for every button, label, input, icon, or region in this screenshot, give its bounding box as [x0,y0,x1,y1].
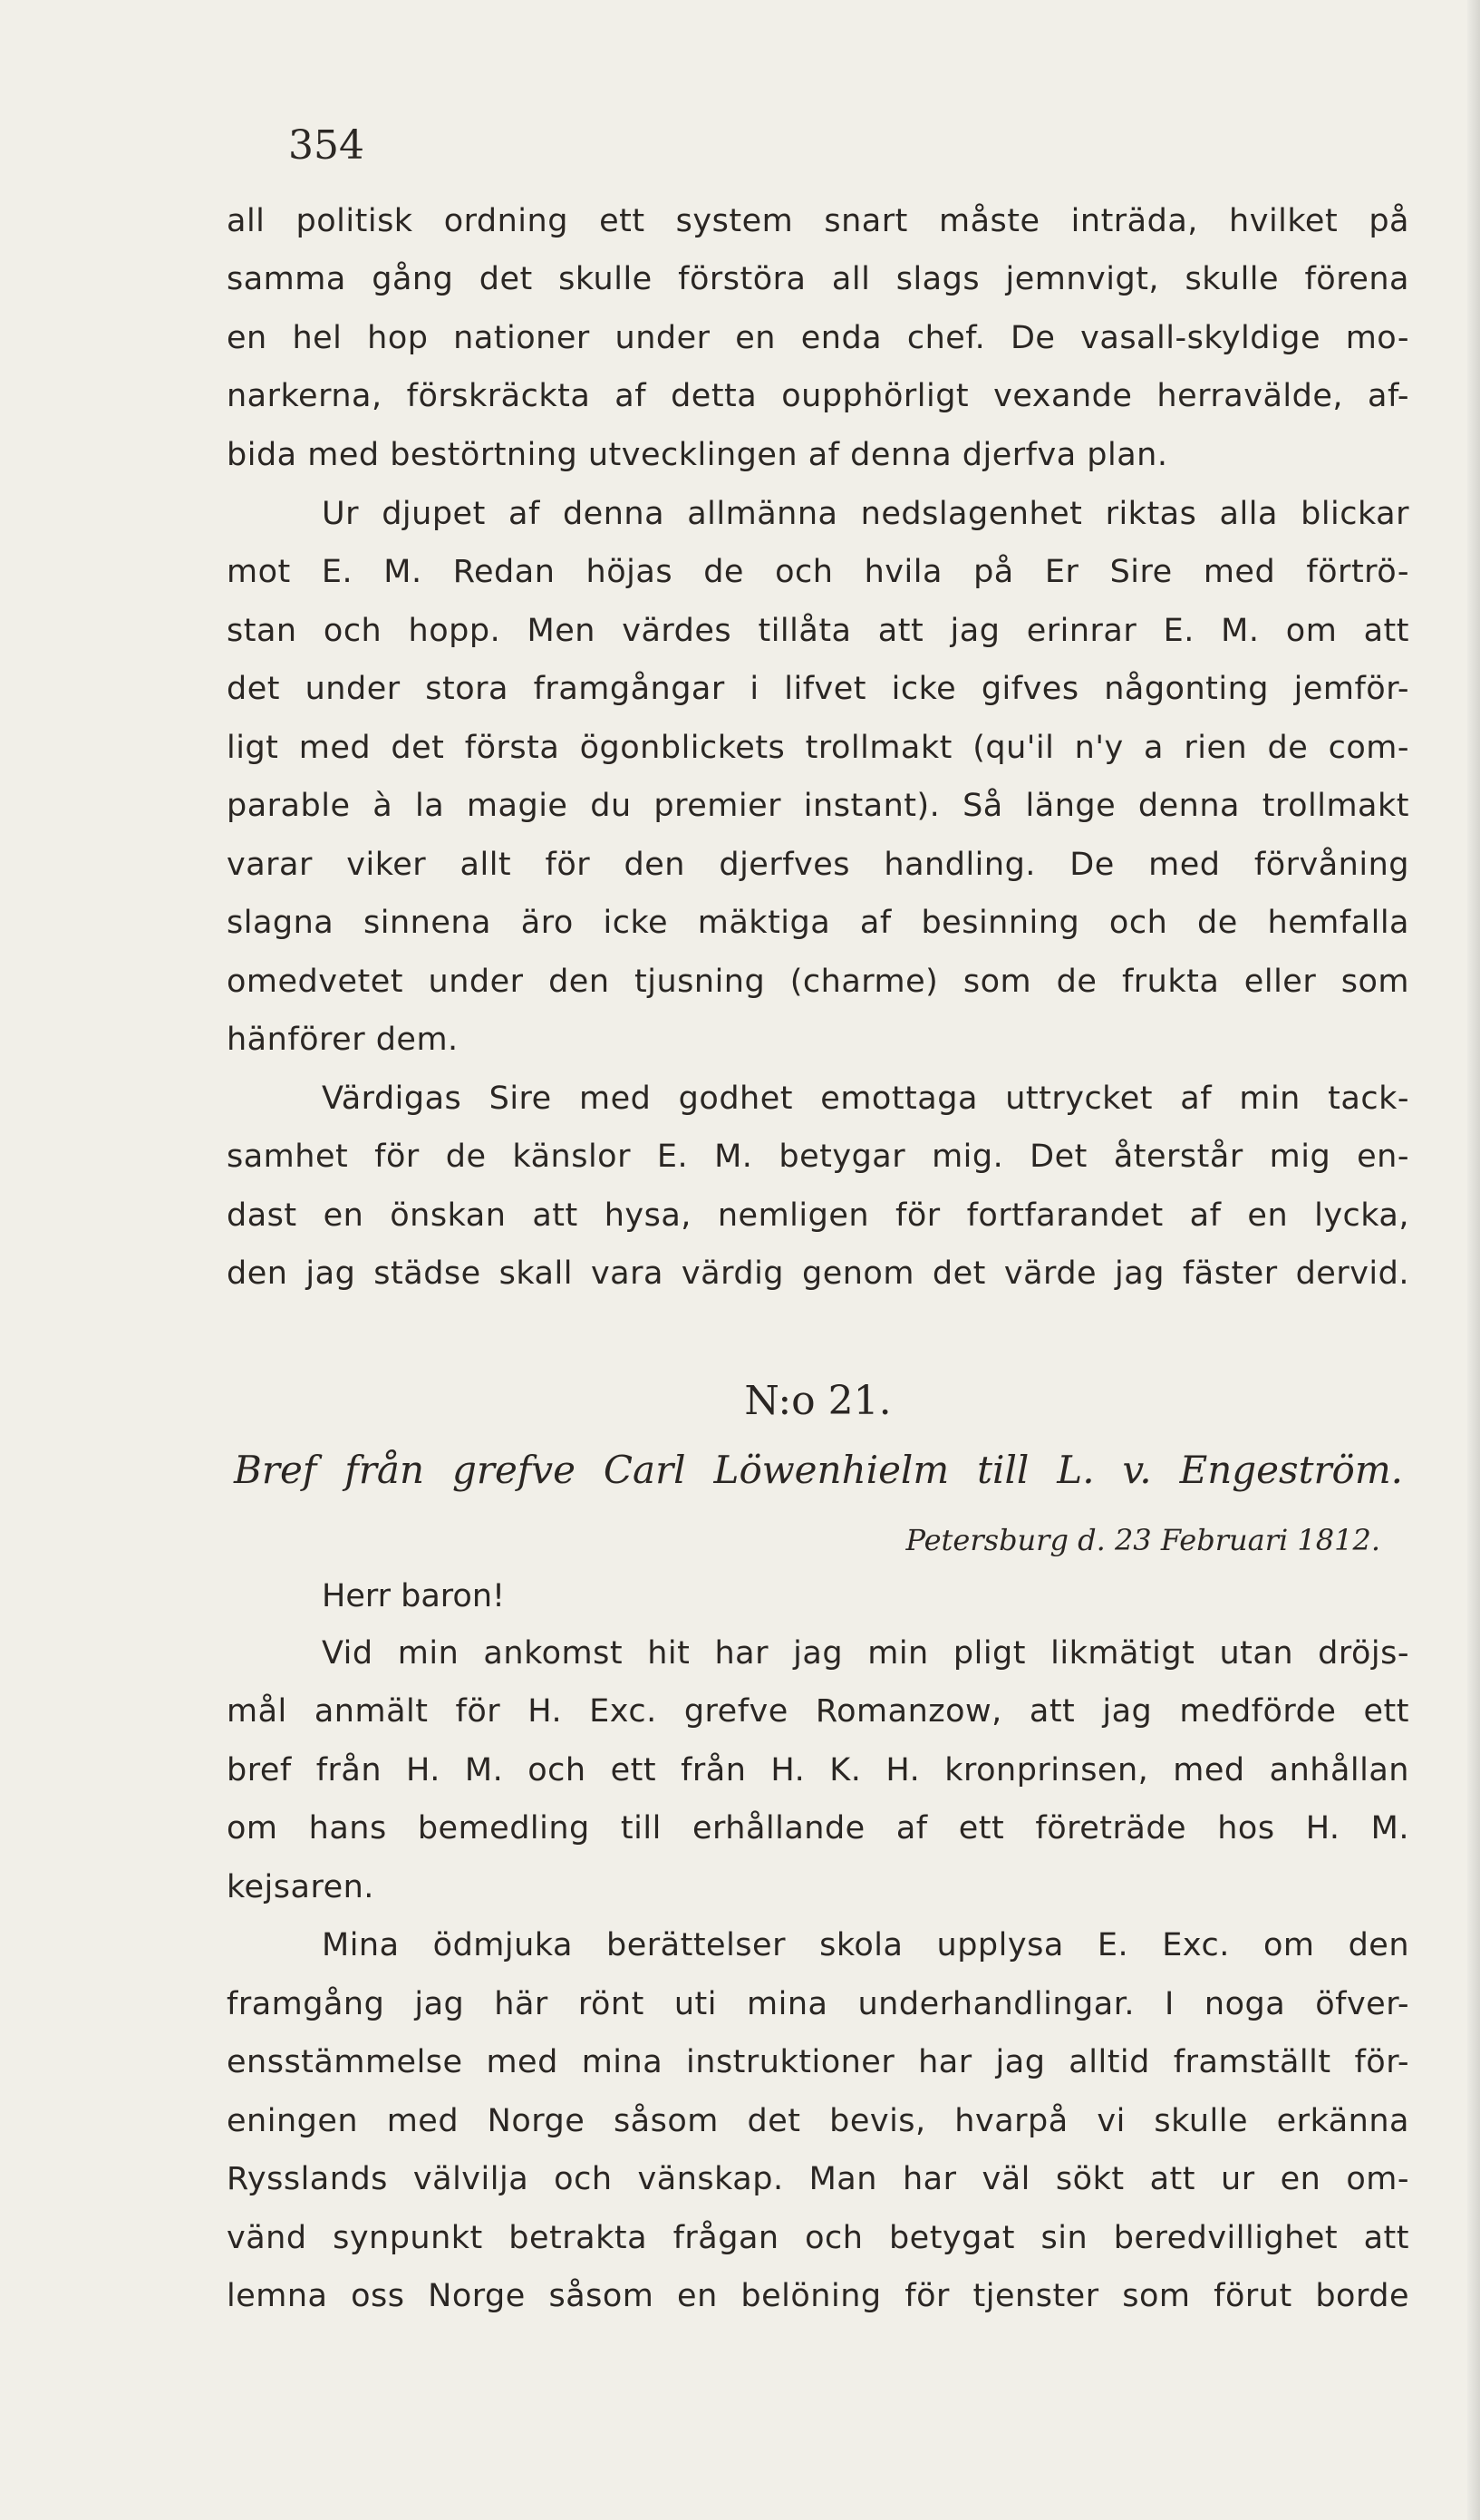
text-line: all politisk ordning ett system snart måste inträda, hvilket på [227,203,1409,239]
text-line: bref från H. M. och ett från H. K. H. kronprinsen, med anhållan [227,1752,1409,1788]
text-line: mål anmält för H. Exc. grefve Romanzow, att jag medförde ett [227,1693,1409,1730]
text-line: Vid min ankomst hit har jag min pligt likmätigt utan dröjs- [322,1635,1409,1672]
text-line: Rysslands välvilja och vänskap. Man har väl sökt att ur en om- [227,2161,1409,2197]
text-line: om hans bemedling till erhållande af ett företräde hos H. M. [227,1810,1409,1846]
text-line: framgång jag här rönt uti mina underhandlingar. I noga öfver- [227,1986,1409,2022]
text-line: eningen med Norge såsom det bevis, hvarpå vi skulle erkänna [227,2103,1409,2139]
text-line: kejsaren. [227,1869,374,1905]
text-line: vänd synpunkt betrakta frågan och betygat sin beredvillighet att [227,2220,1409,2256]
letter-dateline: Petersburg d. 23 Februari 1812. [905,1523,1380,1557]
page-number: 354 [288,122,364,169]
text-line: bida med bestörtning utvecklingen af denna djerfva plan. [227,437,1168,473]
letter-title: Bref från grefve Carl Löwenhielm till L. v. Engeström. [234,1448,1403,1492]
text-line: en hel hop nationer under en enda chef. De vasall-skyldige mo- [227,320,1409,356]
text-line: dast en önskan att hysa, nemligen för fortfarandet af en lycka, [227,1197,1409,1234]
text-line: mot E. M. Redan höjas de och hvila på Er Sire med förtrö- [227,554,1409,590]
text-line: Ur djupet af denna allmänna nedslagenhet riktas alla blickar [322,496,1409,532]
text-line: ligt med det första ögonblickets trollmakt (qu'il n'y a rien de com- [227,730,1409,766]
text-line: Värdigas Sire med godhet emottaga uttrycket af min tack- [322,1081,1409,1117]
text-line: samhet för de känslor E. M. betygar mig. Det återstår mig en- [227,1139,1409,1175]
text-line: slagna sinnena äro icke mäktiga af besinning och de hemfalla [227,905,1409,941]
text-line: det under stora framgångar i lifvet icke gifves någonting jemför- [227,671,1409,707]
text-line: den jag städse skall vara värdig genom det värde jag fäster dervid. [227,1255,1409,1292]
text-line: stan och hopp. Men värdes tillåta att jag erinrar E. M. om att [227,613,1409,649]
page-edge [1467,0,1480,2520]
letter-number: N:o 21. [744,1378,892,1424]
text-line: ensstämmelse med mina instruktioner har jag alltid framställt för- [227,2044,1409,2080]
text-line: Mina ödmjuka berättelser skola upplysa E. Exc. om den [322,1927,1409,1963]
text-line: omedvetet under den tjusning (charme) som de frukta eller som [227,964,1409,1000]
letter-salutation: Herr baron! [322,1578,506,1614]
text-line: narkerna, förskräckta af detta oupphörligt vexande herravälde, af- [227,378,1409,414]
text-line: samma gång det skulle förstöra all slags jemnvigt, skulle förena [227,261,1409,297]
text-line: parable à la magie du premier instant). Så länge denna trollmakt [227,788,1409,824]
text-line: lemna oss Norge såsom en belöning för tjenster som förut borde [227,2278,1409,2314]
text-line: varar viker allt för den djerfves handling. De med förvåning [227,847,1409,883]
text-line: hänförer dem. [227,1022,459,1058]
